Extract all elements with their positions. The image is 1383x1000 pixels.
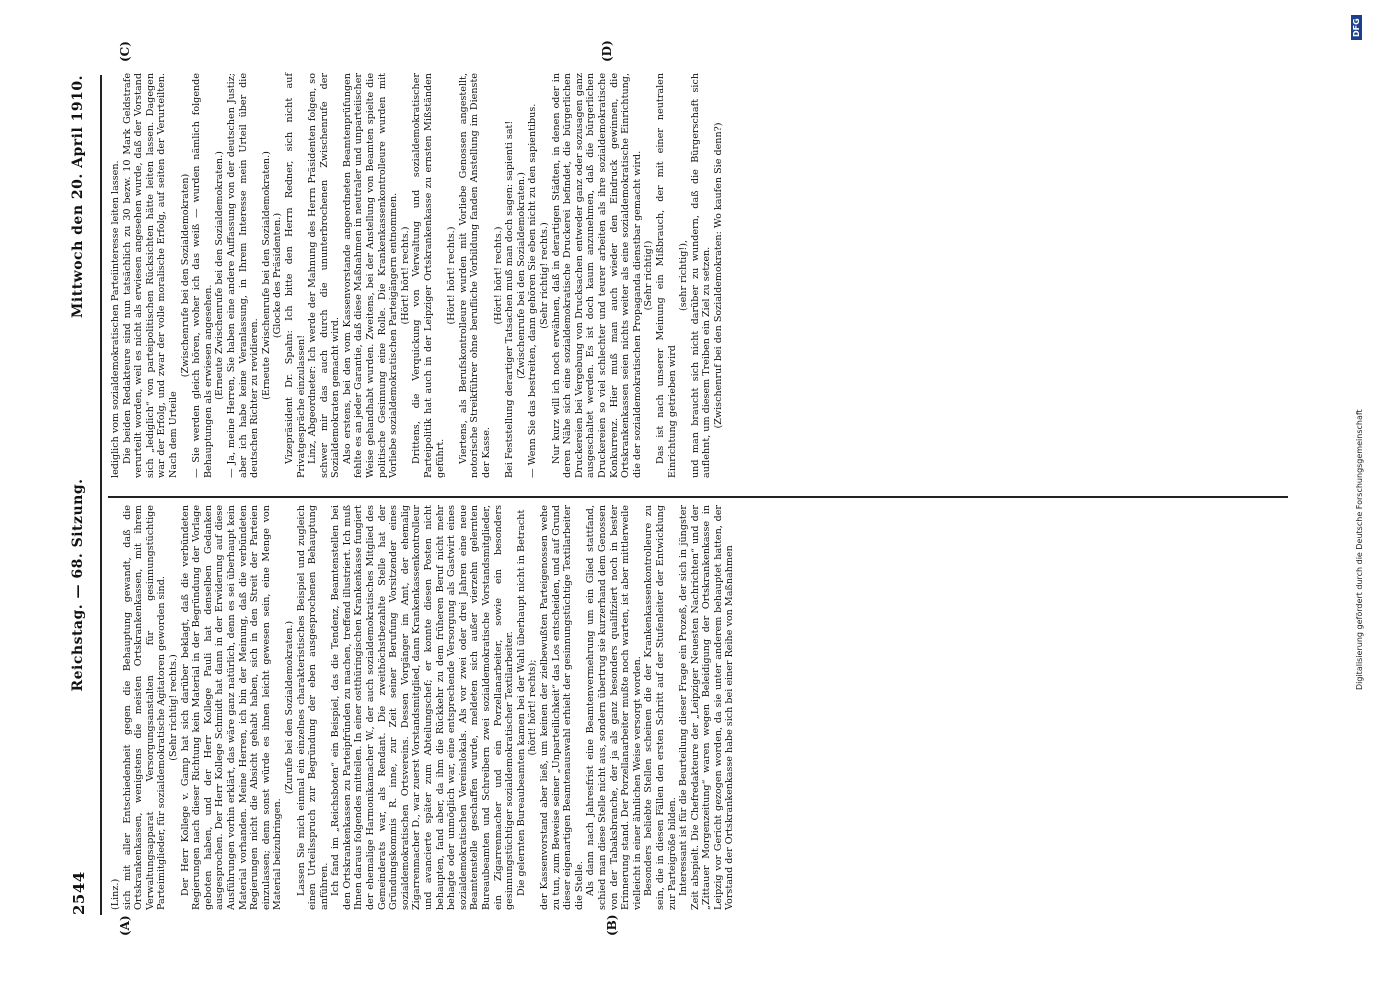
digitization-credit: Digitalisierung gefördert durch die Deutsche Forschungsgemeinschaft bbox=[1355, 409, 1364, 690]
paragraph: Drittens, die Verquickung von Verwaltung und sozialdemokratischer Parteipolitik hat auch in der Leipziger Ortskrankenkasse zu ernsten Mißständen geführt. bbox=[411, 73, 446, 478]
paragraph: — Sie werden gleich hören, woher ich das weiß — wurden nämlich folgende Behauptungen als erwiesen angesehen. bbox=[191, 73, 214, 478]
interjection: (Erneute Zwischenrufe bei den Sozialdemokraten.) bbox=[260, 151, 272, 400]
paragraph: Besonders beliebte Stellen scheinen die der Krankenkassenkontrolleure zu sein, die in diesen Fällen den ersten Schritt auf der Stufenleiter der Entwicklung zur Parteigröße bilden. bbox=[643, 505, 678, 910]
paragraph: — Ja, meine Herren, Sie haben eine andere Auffassung von der deutschen Justiz; aber ich habe keine Veranlassung, in Ihrem Interesse mein Urteil über die deutschen Richter zu revidieren. bbox=[225, 73, 261, 478]
paragraph: Also erstens, bei den vom Kassenvorstande angeordneten Beamtenprüfungen fehlte es an jeder Garantie, daß diese Maßnahmen in neutraler und unparteiischer Weise gehandhabt wurden. Zweitens, bei der Anstellung von Beamten spielte die politische Gesinnung eine Rolle. Die Krankenkassenkontrolleure wurden mit Vorliebe sozialdemokratischen Parteigängern entnommen. bbox=[341, 73, 400, 478]
session-date: Mittwoch den 20. April 1910. bbox=[70, 75, 86, 319]
interjection: (Hört! hört! rechts.) bbox=[399, 226, 411, 325]
paragraph: Viertens, als Berufskontrolleure wurden mit Vorliebe Genossen angestellt, notorische Streikführer ohne berufliche Vorbildung fanden Anstellung im Dienste der Kasse. bbox=[457, 73, 492, 478]
paragraph: Ich fand im „Reichsboten“ ein Beispiel, das die Tendenz, Beamtenstellen bei den Ortskrankenkassen zu Parteipfründen zu machen, treffend illustriert. Ich muß Ihnen daraus folgendes mitteilen. In einer ostthüringischen Krankenkasse fungiert der ehemalige Harmonikamacher W., der auch sozialdemokratisches Mitglied des Gemeinderats war, als Rendant. Die zweithöchstbezahlte Stelle hat der Gründungskommis R. inne, zur Zeit seiner Berufung Vorsitzender eines sozialdemokratischen Ortsvereins. Dessen Vorgänger im Amt, der ehemalig Zigarrenmacher D., war zuerst Vorstandsmitglied, dann Krankenkassenkontrolleur und avancierte später zum Abteilungschef; er konnte diesen Posten nicht behaupten, fand aber, da ihm die Rückkehr zu dem früheren Beruf nicht mehr behagte oder unmöglich war, eine entsprechende Versorgung als Gastwirt eines sozialdemokratischen Vereinslokals. Als vor zwei oder drei Jahren eine neue Beamtenstelle geschaffen wurde, meldeten sich außer vierzehn gelernten Bureaubeamten und Schreibern zwei sozialdemokratische Vorstandsmitglieder, ein Zigarrenmacher und ein Porzellanarbeiter, sowie ein besonders gesinnungstüchtiger sozialdemokratischer Textilarbeiter. bbox=[330, 505, 516, 910]
left-text-column bbox=[110, 505, 736, 910]
paragraph: der Kassenvorstand aber ließ, um keinen der zielbewußten Parteigenossen wehe zu tun, zum Beweise seiner „Unparteilichkeit“ das Los entscheiden, und auf Grund dieser eigenartigen Beamtenauswahl erhielt der gesinnungstüchtige Textilarbeiter die Stelle. bbox=[538, 505, 585, 910]
paragraph: Lassen Sie mich einmal ein einzelnes charakteristisches Beispiel und zugleich einen Urteilsspruch zur Begründung der eben ausgesprochenen Behauptung anführen. bbox=[295, 505, 330, 910]
paragraph: Interessant ist für die Beurteilung dieser Frage ein Prozeß, der sich in jüngster Zeit abspielt. Die Chefredakteure der „Leipziger Neuesten Nachrichten“ und der „Zittauer Morgenzeitung“ waren wegen Beleidigung der Ortskrankenkasse in Leipzig vor Gericht gezogen worden, da sie unter anderem behauptet hatten, der Vorstand der Ortskrankenkasse habe sich bei einer Reihe von Maßnahmen bbox=[678, 505, 736, 910]
interjection: (hört! hört! rechts); bbox=[527, 659, 539, 756]
margin-marker-c: (C) bbox=[118, 41, 132, 62]
page-number: 2544 bbox=[70, 871, 88, 915]
paragraph: Der Herr Kollege v. Gamp hat sich darüber beklagt, daß die verbündeten Regierungen nach dieser Richtung kein Material in der Begründung der Vorlage geboten haben, und der Herr Kollege Pauli hat denselben Gedanken ausgesprochen. Der Herr Kollege Schmidt hat dann in der Erwiderung auf diese Ausführungen vorhin erklärt, das wäre ganz natürlich, denn es sei überhaupt kein Material vorhanden. Meine Herren, ich bin der Meinung, daß die verbündeten Regierungen nicht die Absicht gehabt haben, sich in den Streit der Parteien einzulassen; denn sonst würde es ihnen leicht gewesen sein, eine Menge von Material beizubringen. bbox=[179, 505, 284, 910]
interjection: (Zwischenrufe bei den Sozialdemokraten) bbox=[179, 173, 191, 378]
margin-marker-a: (A) bbox=[118, 915, 132, 936]
paragraph: Nur kurz will ich noch erwähnen, daß in derartigen Städten, in denen oder in deren Nähe sich eine sozialdemokratische Druckerei befindet, die bürgerlichen Druckereien bei Vergebung von Drucksachen entweder ganz oder sozusagen ganz ausgeschaltet werden. Es ist doch kaum anzunehmen, daß die bürgerlichen Druckereien so viel schlechter und teurer arbeiten als ihre sozialdemokratische Konkurrenz. Hier muß man auch wieder den Eindruck gewinnen, die Ortskrankenkassen seien nichts weiter als eine sozialdemokratische Einrichtung, die der sozialdemokratischen Propaganda dienstbar gemacht wird. bbox=[550, 73, 643, 478]
dfg-logo: DFG bbox=[1351, 15, 1362, 40]
paragraph: sich mit aller Entschiedenheit gegen die Behauptung gewandt, daß die Ortskrankenkassen, wenigstens die meisten Ortskrankenkassen, mit ihrem Verwaltungsapparat Versorgungsanstalten für gesinnungstüchtige Parteimitglieder, für sozialdemokratische Agitatoren geworden sind. bbox=[121, 505, 168, 910]
interjection: (Hört! hört! rechts.) bbox=[446, 226, 458, 325]
page-header bbox=[64, 75, 94, 915]
paragraph: und man braucht sich nicht darüber zu wundern, daß die Bürgerschaft sich auflehnt, um diesem Treiben ein Ziel zu setzen. bbox=[689, 73, 713, 478]
interjection: (Erneute Zwischenrufe bei den Sozialdemokraten.) bbox=[214, 151, 226, 400]
interjection: (Zurufe bei den Sozialdemokraten.) bbox=[283, 620, 295, 795]
paragraph: Die beiden Redakteure sind nun tatsächlich zu 30 bezw. 10 Mark Geldstrafe verurteilt worden, weil es nicht als erwiesen angesehen wurde, daß der Vorstand sich „lediglich“ von parteipolitischen Rücksichten hätte leiten lassen. Dagegen war der Erfolg, und zwar der volle moralische Erfolg, auf seiten der Verurteilten. Nach dem Urteile bbox=[121, 73, 179, 478]
right-text-column bbox=[110, 73, 724, 478]
interjection: (Zwischenruf bei den Sozialdemokraten: Wo kaufen Sie denn?) bbox=[712, 122, 724, 429]
interjection: (Sehr richtig!) bbox=[643, 240, 655, 311]
paragraph: Bei Feststellung derartiger Tatsachen muß man doch sagen: sapienti sat! bbox=[504, 120, 516, 478]
paragraph: Linz, Abgeordneter: Ich werde der Mahnung des Herrn Präsidenten folgen, so schwer mir das auch durch die ununterbrochenen Zwischenrufe der Sozialdemokraten gemacht wird. bbox=[307, 73, 342, 478]
paragraph: Vizepräsident Dr. Spahn: Ich bitte den Herrn Redner, sich nicht auf Privatgespräche einzulassen! bbox=[283, 73, 307, 478]
margin-marker-d: (D) bbox=[600, 40, 614, 62]
interjection: (Glocke des Präsidenten.) bbox=[272, 212, 284, 339]
column-divider bbox=[108, 496, 1288, 498]
paragraph: Das ist nach unserer Meinung ein Mißbrauch, der mit einer neutralen Einrichtung getrieben wird bbox=[654, 73, 678, 478]
session-title: Reichstag. — 68. Sitzung. bbox=[70, 478, 86, 692]
paragraph: — Wenn Sie das bestreiten, dann gehören Sie eben nicht zu den sapientibus. bbox=[527, 103, 539, 478]
interjection: (Hört! hört! rechts.) bbox=[492, 226, 504, 325]
interjection: (Sehr richtig! rechts.) bbox=[538, 222, 550, 329]
interjection: (sehr richtig!), bbox=[678, 239, 690, 312]
paragraph: lediglich vom sozialdemokratischen Parteiinteresse leiten lassen. bbox=[110, 160, 121, 478]
header-rule bbox=[100, 75, 102, 915]
interjection: (Zwischenrufe bei den Sozialdemokraten.) bbox=[515, 172, 527, 379]
paragraph: Als dann nach Jahresfrist eine Beamtenvermehrung um ein Glied stattfand, schied man diese Stelle nicht aus, sondern übertrug sie kurzerhand dem Genossen von der Tabaksbranche, der ja als ganz besonders qualifiziert noch in bester Erinnerung stand. Der Porzellanarbeiter mußte noch warten, ist aber mittlerweile vielleicht in einer ähnlichen Weise versorgt worden. bbox=[585, 505, 643, 910]
paragraph: Die gelernten Bureaubeamten kamen bei der Wahl überhaupt nicht in Betracht bbox=[515, 509, 527, 896]
interjection: (Sehr richtig! rechts.) bbox=[167, 654, 179, 761]
margin-marker-b: (B) bbox=[605, 914, 619, 936]
paragraph: (Linz.) bbox=[110, 878, 121, 910]
